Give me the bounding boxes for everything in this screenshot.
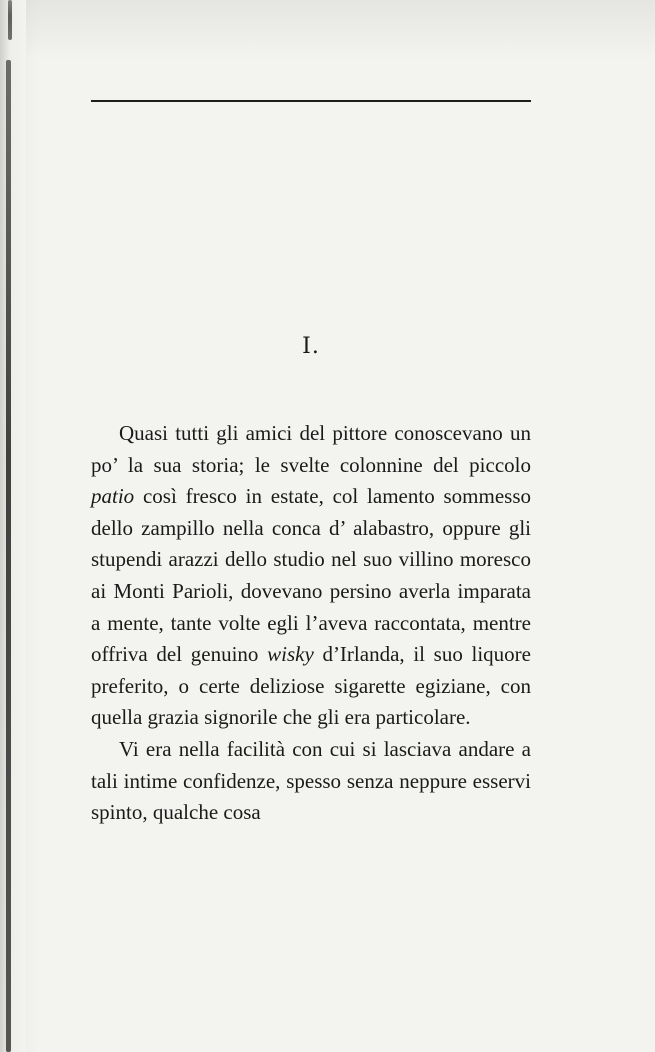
text-run: d’Irlanda, il suo liquore preferito, o certe deliziose sigarette egiziane, con quella grazia signorile che gli era particolare.	[91, 642, 532, 730]
header-rule	[91, 100, 531, 102]
paragraph-2	[91, 734, 531, 829]
binding-edge-top	[8, 0, 12, 40]
chapter-number: I.	[302, 334, 320, 359]
paragraph-1	[91, 418, 531, 734]
italic-term-patio: patio	[91, 484, 135, 509]
page-spine-shadow	[0, 0, 26, 1052]
text-run: Quasi tutti gli amici del pittore conoscevano un po’ la sua storia; le svelte colonnine del piccolo	[91, 421, 531, 477]
text-run: Vi era nella facilità con cui si lasciava andare a tali intime confidenze, spesso senza neppure esservi spinto, qualche cosa	[91, 736, 531, 825]
text-run: così fresco in estate, col lamento sommesso dello zampillo nella conca d’ alabastro, oppure gli stupendi arazzi dello studio nel suo villino moresco ai Monti Parioli, dovevano persino averla imparata a mente, tante volte egli l’aveva raccontata, mentre offriva del genuino	[91, 484, 531, 667]
italic-term-wisky: wisky	[267, 642, 314, 667]
binding-edge	[6, 60, 11, 1052]
chapter-body	[91, 418, 531, 829]
